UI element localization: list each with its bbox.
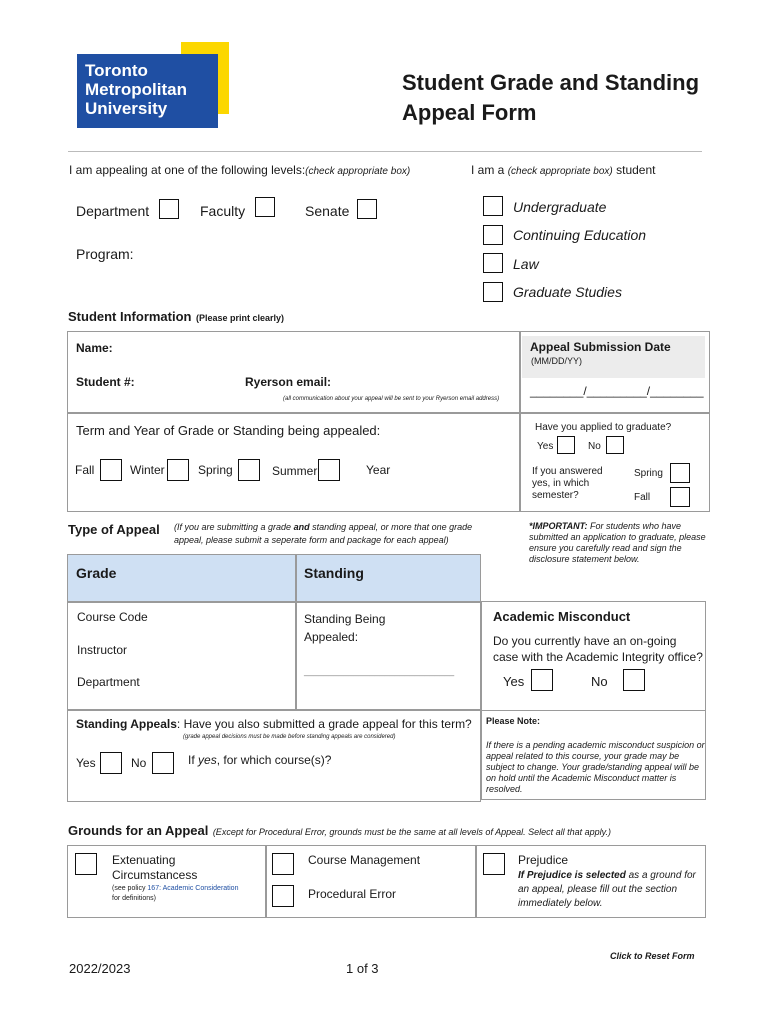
graduate-studies-checkbox[interactable] [483, 282, 503, 302]
term-fall-label: Fall [75, 463, 95, 477]
important-label: *IMPORTANT: [529, 521, 588, 531]
course-code-label: Course Code [77, 610, 148, 624]
type-of-appeal-note [174, 521, 472, 547]
submission-date-field[interactable]: ________/_________/________ [530, 384, 704, 398]
submission-date-label: Appeal Submission Date [530, 340, 671, 354]
important-line-2: submitted an application to graduate, please [529, 532, 706, 542]
prejudice-note [518, 869, 696, 911]
semester-fall-label: Fall [634, 492, 651, 503]
logo-line-3: University [85, 99, 168, 118]
level-department-label: Department [76, 203, 150, 219]
note-line-5: resolved. [486, 784, 523, 794]
student-info-hint: (Please print clearly) [195, 313, 284, 323]
if-yes-c: , for which course(s)? [216, 753, 332, 767]
misconduct-yes-label: Yes [503, 674, 525, 689]
levels-prompt [69, 163, 410, 177]
grounds-divider-1 [265, 846, 267, 917]
policy-note-a: (see policy [112, 885, 148, 892]
standing-header: Standing [304, 565, 364, 581]
type-of-appeal-heading: Type of Appeal [68, 522, 160, 537]
levels-prompt-text: I am appealing at one of the following levels: [69, 163, 306, 177]
undergraduate-label: Undergraduate [513, 199, 607, 215]
student-type-prompt-hint: (check appropriate box) [507, 166, 613, 177]
note-line-1: If there is a pending academic misconduct suspicion or [486, 740, 705, 750]
extenuating-line-1: Extenuating [112, 853, 176, 867]
prejudice-note-line-2: an appeal, please fill out the section [518, 884, 677, 895]
grounds-heading [68, 822, 611, 840]
term-spring-checkbox[interactable] [238, 459, 260, 481]
term-fall-checkbox[interactable] [100, 459, 122, 481]
student-info-heading [68, 308, 284, 326]
note-line-4: on hold until the Academic Misconduct matter is [486, 773, 677, 783]
misconduct-no-label: No [591, 674, 608, 689]
standing-appeals-yes-checkbox[interactable] [100, 752, 122, 774]
standing-appeals-q-text: : Have you also submitted a grade appeal for this term? [176, 717, 472, 731]
grounds-heading-text: Grounds for an Appeal [68, 823, 209, 838]
semester-q-line-3: semester? [532, 490, 579, 501]
misconduct-yes-checkbox[interactable] [531, 669, 553, 691]
semester-fall-checkbox[interactable] [670, 487, 690, 507]
note-line-2: appeal related to this course, your grade may be [486, 751, 680, 761]
prejudice-checkbox[interactable] [483, 853, 505, 875]
course-management-checkbox[interactable] [272, 853, 294, 875]
important-note [529, 521, 709, 565]
extenuating-checkbox[interactable] [75, 853, 97, 875]
law-checkbox[interactable] [483, 253, 503, 273]
term-prompt: Term and Year of Grade or Standing being appealed: [76, 423, 381, 438]
department-label: Department [77, 675, 140, 689]
standing-appeals-divider [68, 709, 480, 711]
level-department-checkbox[interactable] [159, 199, 179, 219]
term-winter-checkbox[interactable] [167, 459, 189, 481]
important-line-4: disclosure statement below. [529, 554, 640, 564]
please-note-heading: Please Note: [486, 716, 541, 726]
misconduct-q-line-2: case with the Academic Integrity office? [493, 650, 703, 664]
level-faculty-label: Faculty [200, 203, 246, 219]
standing-appeals-no-label: No [131, 756, 147, 770]
term-winter-label: Winter [130, 463, 165, 477]
semester-spring-checkbox[interactable] [670, 463, 690, 483]
logo [77, 42, 229, 128]
academic-misconduct-heading: Academic Misconduct [493, 609, 631, 624]
logo-line-1: Toronto [85, 61, 148, 80]
appeal-note-line-2: appeal, please submit a seperate form and package for each appeal) [174, 535, 449, 545]
appeal-note-and: and [293, 522, 310, 532]
email-field[interactable] [332, 372, 512, 394]
page-number: 1 of 3 [346, 961, 379, 976]
title-line-2: Appeal Form [402, 100, 537, 125]
note-line-3: subject to change. Your grade/standing appeal will be [486, 762, 699, 772]
grounds-divider-2 [475, 846, 477, 917]
course-management-label: Course Management [308, 853, 421, 867]
email-note: (all communication about your appeal will be sent to your Ryerson email address) [283, 396, 500, 402]
student-number-label: Student #: [76, 375, 135, 389]
standing-appeals-no-checkbox[interactable] [152, 752, 174, 774]
policy-note-b: for definitions) [112, 895, 156, 902]
title-line-1: Student Grade and Standing [402, 70, 700, 95]
level-faculty-checkbox[interactable] [255, 197, 275, 217]
grounds-hint: (Except for Procedural Error, grounds must be the same at all levels of Appeal. Select all that apply.) [212, 827, 612, 837]
graduate-yes-checkbox[interactable] [557, 436, 575, 454]
date-format-hint: (MM/DD/YY) [531, 356, 582, 366]
term-year-field[interactable] [400, 459, 510, 481]
page-title [402, 68, 699, 128]
extenuating-line-2: Circumstancess [112, 868, 198, 882]
if-yes-which-courses [188, 753, 331, 767]
if-yes-b: yes [198, 753, 217, 767]
prejudice-note-bold: If Prejudice is selected [518, 870, 626, 881]
standing-appeals-note: (grade appeal decisions must be made before standing appeals are considered) [183, 734, 396, 740]
level-senate-checkbox[interactable] [357, 199, 377, 219]
term-summer-checkbox[interactable] [318, 459, 340, 481]
standing-appeals-yes-label: Yes [76, 756, 96, 770]
graduate-question: Have you applied to graduate? [535, 422, 672, 433]
instructor-label: Instructor [77, 643, 128, 657]
law-label: Law [513, 256, 539, 272]
important-rest: For students who have [587, 521, 682, 531]
student-info-heading-text: Student Information [68, 309, 192, 324]
standing-appealed-field[interactable]: ______________________________ [304, 666, 455, 676]
policy-167-link[interactable]: 167: Academic Consideration [147, 885, 239, 892]
graduate-no-label: No [588, 441, 601, 452]
continuing-education-checkbox[interactable] [483, 225, 503, 245]
misconduct-no-checkbox[interactable] [623, 669, 645, 691]
standing-appeals-question [76, 717, 472, 731]
standing-being-line-1: Standing Being [304, 612, 386, 626]
semester-q-line-1: If you answered [532, 466, 603, 477]
continuing-education-label: Continuing Education [513, 227, 647, 243]
name-label: Name: [76, 341, 113, 355]
reset-form-button[interactable]: Click to Reset Form [610, 951, 695, 961]
undergraduate-checkbox[interactable] [483, 196, 503, 216]
appeal-note-a: (If you are submitting a grade [174, 522, 294, 532]
procedural-error-label: Procedural Error [308, 887, 397, 901]
student-type-prompt [471, 163, 655, 177]
misconduct-q-line-1: Do you currently have an on-going [493, 634, 677, 648]
please-note-text [486, 740, 705, 795]
logo-line-2: Metropolitan [85, 80, 187, 99]
prejudice-note-line-3: immediately below. [518, 898, 603, 909]
student-info-vdivider [519, 332, 521, 512]
prejudice-label: Prejudice [518, 853, 569, 867]
graduate-yes-label: Yes [537, 441, 554, 452]
appeal-note-b: standing appeal, or more that one grade [309, 522, 473, 532]
student-type-prompt-start: I am a [471, 163, 505, 177]
name-field[interactable] [120, 337, 510, 359]
standing-being-line-2: Appealed: [304, 630, 359, 644]
term-summer-label: Summer [272, 464, 318, 478]
level-senate-label: Senate [305, 203, 350, 219]
procedural-error-checkbox[interactable] [272, 885, 294, 907]
important-line-3: ensure you carefully read and sign the [529, 543, 682, 553]
graduate-semester-question [532, 466, 603, 502]
levels-prompt-hint: (check appropriate box) [305, 166, 411, 177]
program-label: Program: [76, 246, 134, 262]
prejudice-note-rest: as a ground for [625, 870, 696, 881]
term-spring-label: Spring [198, 463, 233, 477]
policy-note [112, 884, 238, 904]
graduate-studies-label: Graduate Studies [513, 284, 622, 300]
grade-standing-vdivider [295, 555, 297, 710]
standing-being-appealed-label [304, 610, 385, 646]
extenuating-label [112, 853, 197, 883]
standing-appeals-label: Standing Appeals [76, 717, 177, 731]
grade-header-divider [68, 601, 480, 603]
if-yes-a: If [188, 753, 199, 767]
misconduct-question [493, 633, 703, 665]
email-label: Ryerson email: [245, 375, 332, 389]
header-divider [68, 151, 702, 152]
student-number-field[interactable] [142, 372, 238, 394]
grade-header: Grade [76, 565, 117, 581]
semester-q-line-2: yes, in which [532, 478, 590, 489]
student-type-prompt-end: student [616, 163, 656, 177]
student-info-hdivider [68, 412, 709, 414]
footer-year: 2022/2023 [69, 961, 131, 976]
semester-spring-label: Spring [634, 468, 663, 479]
term-year-label: Year [366, 463, 391, 477]
graduate-no-checkbox[interactable] [606, 436, 624, 454]
